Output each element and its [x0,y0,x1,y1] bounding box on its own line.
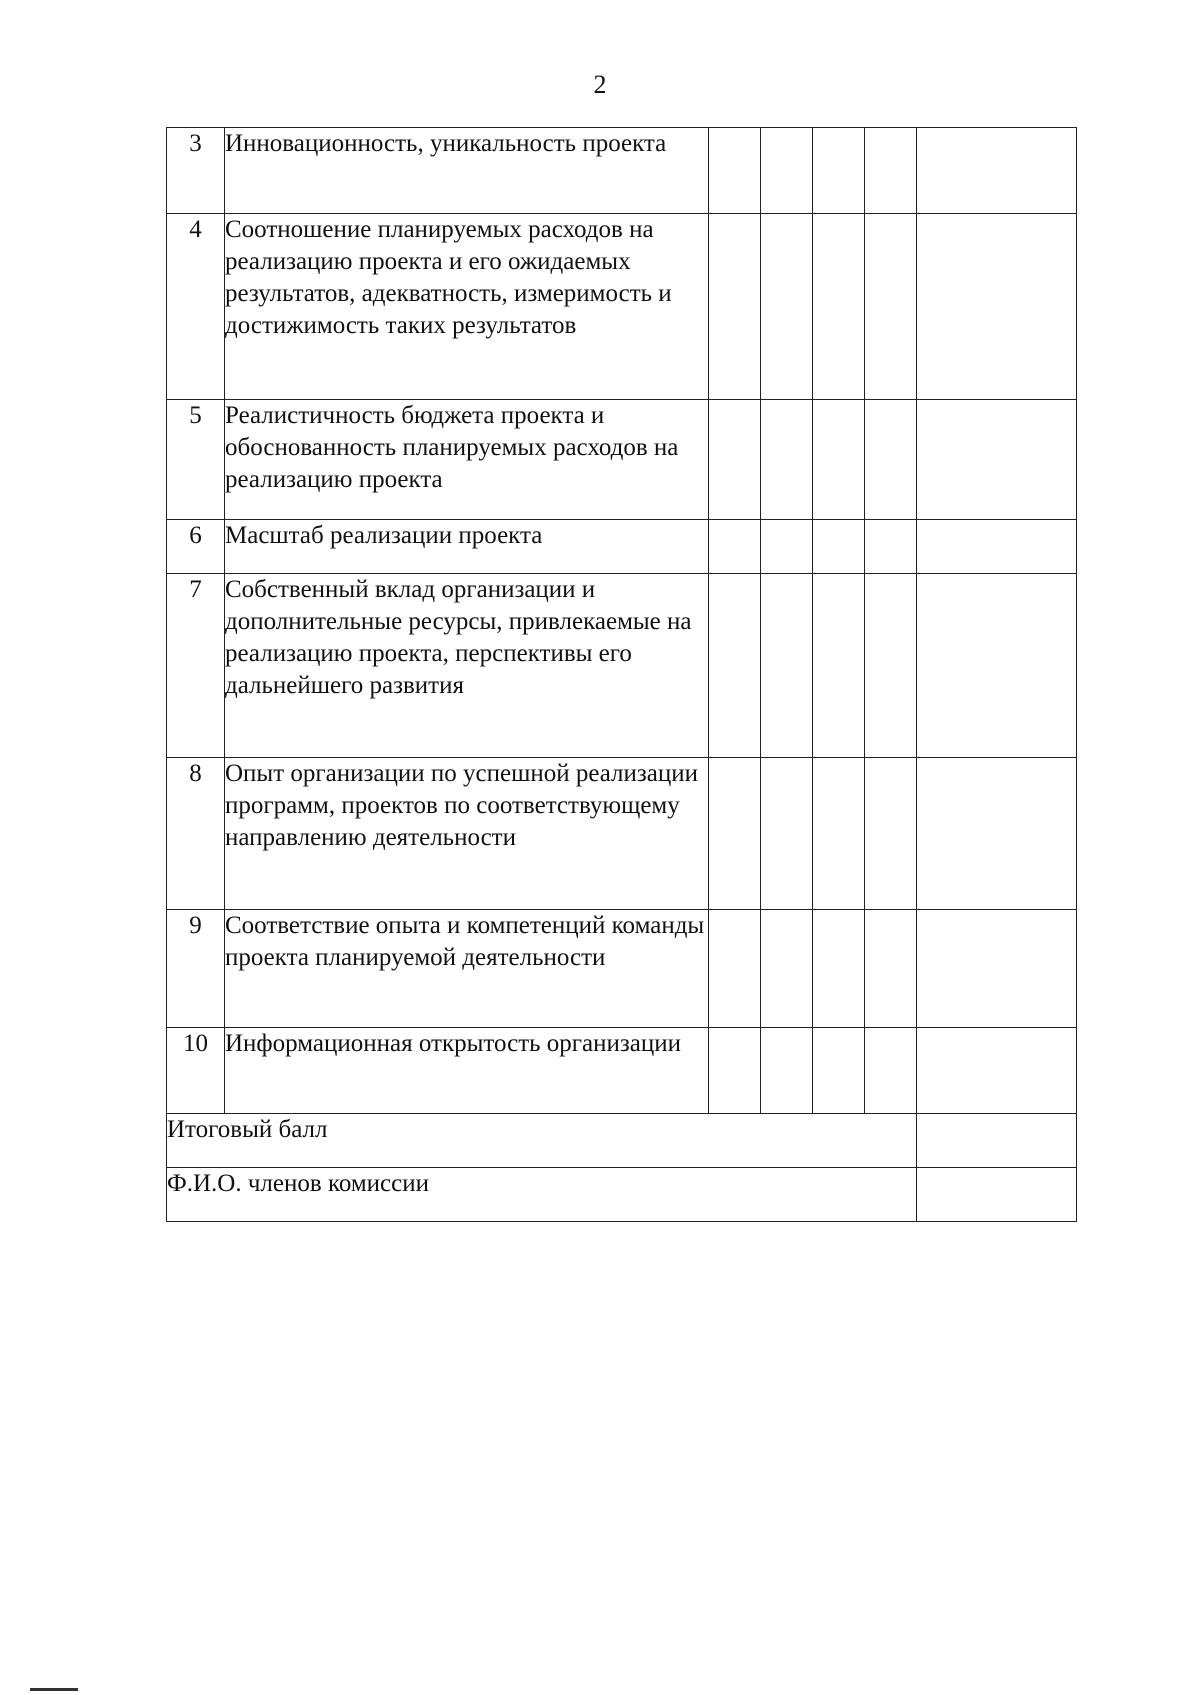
score-cell [709,128,761,214]
score-cell [813,520,865,574]
criterion-text: Соответствие опыта и компетенций команды проекта планируемой деятельности [225,910,709,1028]
score-cell [813,758,865,910]
table-row [167,400,1077,520]
table-row [167,214,1077,400]
score-cell [761,520,813,574]
score-cell [709,910,761,1028]
table-row [167,758,1077,910]
score-cell [761,400,813,520]
criterion-number: 3 [167,128,225,214]
criteria-rows [167,128,1077,1222]
score-cell [865,400,917,520]
score-cell [761,1028,813,1114]
page-number: 2 [593,70,607,99]
table-row [167,520,1077,574]
score-cell [761,214,813,400]
score-cell [865,758,917,910]
score-cell [917,214,1077,400]
criterion-text: Опыт организации по успешной реализации программ, проектов по соответствующему направлению деятельности [225,758,709,910]
criterion-number: 7 [167,574,225,758]
score-cell [865,520,917,574]
table-row [167,128,1077,214]
criterion-number: 6 [167,520,225,574]
score-cell [917,910,1077,1028]
criterion-number: 9 [167,910,225,1028]
commission-members-label: Ф.И.О. членов комиссии [167,1168,917,1222]
criterion-text: Соотношение планируемых расходов на реализацию проекта и его ожидаемых результатов, адекватность, измеримость и достижимость таких результатов [225,214,709,400]
criterion-text: Инновационность, уникальность проекта [225,128,709,214]
criterion-text: Собственный вклад организации и дополнительные ресурсы, привлекаемые на реализацию проекта, перспективы его дальнейшего развития [225,574,709,758]
score-cell [917,758,1077,910]
score-cell [813,214,865,400]
commission-row [167,1168,1077,1222]
score-cell [917,1028,1077,1114]
score-cell [917,128,1077,214]
score-cell [865,128,917,214]
score-cell [709,1028,761,1114]
score-cell [917,400,1077,520]
criterion-text: Информационная открытость организации [225,1028,709,1114]
criterion-number: 4 [167,214,225,400]
score-cell [813,910,865,1028]
score-cell [813,128,865,214]
score-cell [917,520,1077,574]
scan-edge-mark [30,1688,78,1691]
score-cell [865,214,917,400]
criterion-text: Реалистичность бюджета проекта и обоснованность планируемых расходов на реализацию проекта [225,400,709,520]
score-cell [865,574,917,758]
evaluation-table [166,127,1077,1222]
score-cell [813,574,865,758]
score-cell [761,910,813,1028]
score-cell [709,574,761,758]
score-cell [709,758,761,910]
criterion-text: Масштаб реализации проекта [225,520,709,574]
table-row [167,910,1077,1028]
score-cell [709,400,761,520]
score-cell [917,574,1077,758]
score-cell [865,1028,917,1114]
score-cell [761,574,813,758]
criterion-number: 8 [167,758,225,910]
criterion-number: 5 [167,400,225,520]
score-cell [865,910,917,1028]
total-row [167,1114,1077,1168]
total-score-label: Итоговый балл [167,1114,917,1168]
score-cell [813,1028,865,1114]
table-row [167,1028,1077,1114]
commission-members-cell [917,1168,1077,1222]
table-row [167,574,1077,758]
criterion-number: 10 [167,1028,225,1114]
score-cell [761,128,813,214]
score-cell [813,400,865,520]
score-cell [709,520,761,574]
total-score-cell [917,1114,1077,1168]
score-cell [761,758,813,910]
score-cell [709,214,761,400]
